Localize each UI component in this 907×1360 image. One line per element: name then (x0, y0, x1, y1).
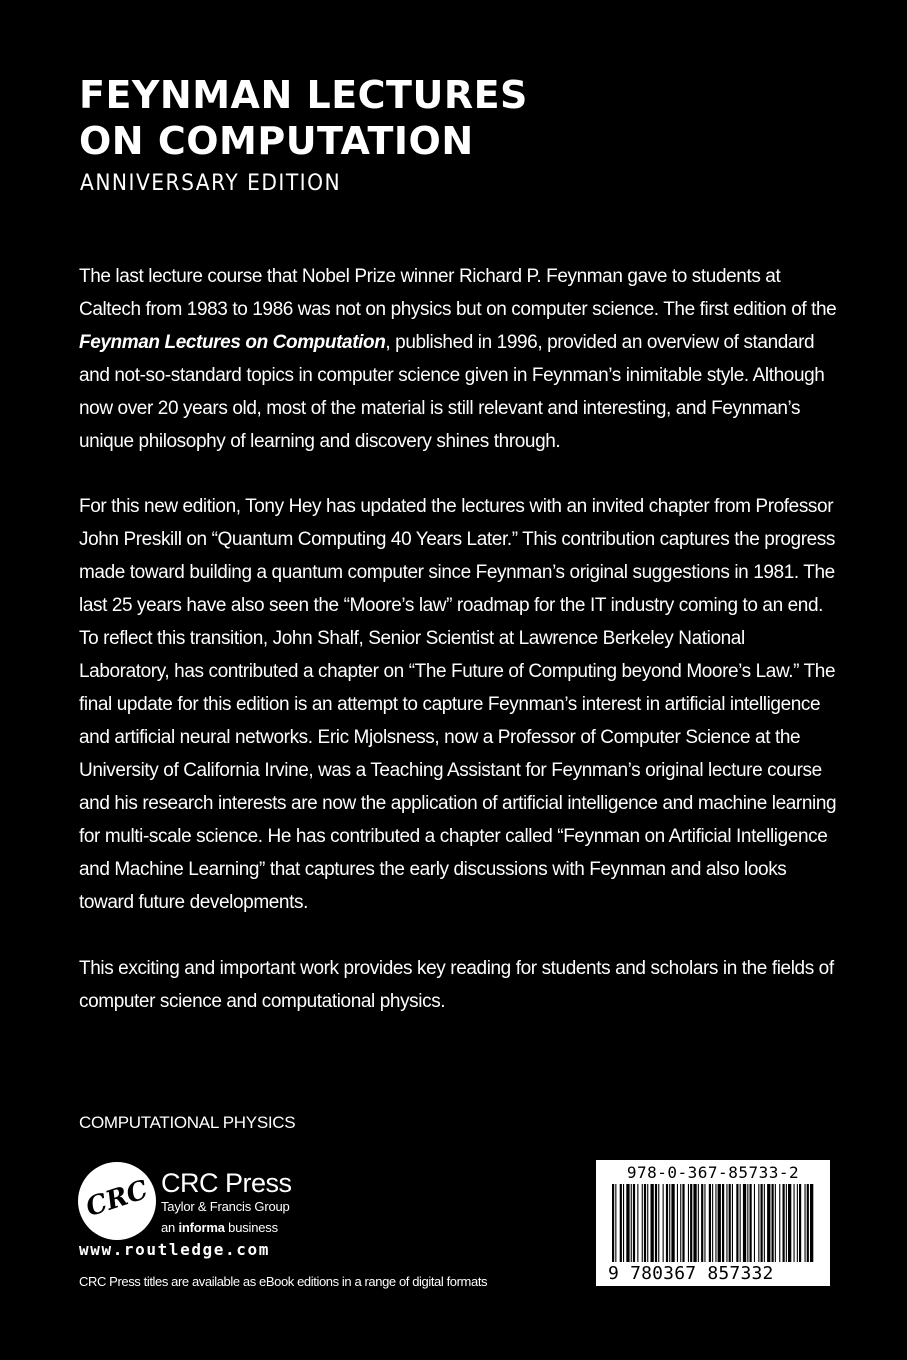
barcode-bar (701, 1184, 703, 1262)
blurb-paragraph-1 (79, 260, 839, 458)
barcode-bar (637, 1184, 638, 1262)
barcode-bar (631, 1184, 632, 1262)
book-title-italic: Feynman Lectures on Computation (79, 332, 386, 353)
blurb-p1-end: , published in 1996, provided an overview of standard and not-so-standard topics in computer science given in Feynman’s inimitable style. Although now over 20 years old, most of the material is still relevant and interesting, and Feynman’s unique philosophy of learning and discovery shines through. (79, 332, 825, 452)
barcode-bar (747, 1184, 748, 1262)
barcode-bar (722, 1184, 724, 1262)
barcode-bar (743, 1184, 746, 1262)
barcode-bar (647, 1184, 648, 1262)
subject-category: COMPUTATIONAL PHYSICS (79, 1113, 296, 1132)
informa-tagline-post: business (224, 1220, 278, 1235)
barcode-bar (750, 1184, 752, 1262)
barcode-bar (729, 1184, 731, 1262)
blurb-p1-start: The last lecture course that Nobel Prize winner Richard P. Feynman gave to students at Caltech from 1983 to 1986 was not on physics but on computer science. The first edition of the (79, 266, 837, 320)
barcode-bar (626, 1184, 629, 1262)
barcode-bar (794, 1184, 795, 1262)
barcode-bar (718, 1184, 721, 1262)
barcode-bar (758, 1184, 759, 1262)
barcode-bar (698, 1184, 699, 1262)
ebook-note: CRC Press titles are available as eBook editions in a range of digital formats (79, 1274, 488, 1289)
barcode-bar (754, 1184, 755, 1262)
barcode-bar (680, 1184, 681, 1262)
edition-subtitle: ANNIVERSARY EDITION (80, 171, 342, 196)
barcode-bar (726, 1184, 727, 1262)
crc-logo-icon (78, 1162, 156, 1240)
publisher-website: www.routledge.com (79, 1240, 270, 1259)
isbn-barcode (596, 1160, 830, 1286)
book-title (79, 72, 528, 164)
barcode-bar (783, 1184, 785, 1262)
barcode-bar (633, 1184, 635, 1262)
barcode-bar (642, 1184, 643, 1262)
barcode-bar (615, 1184, 616, 1262)
barcode-bar (732, 1184, 733, 1262)
barcode-bar (797, 1184, 798, 1262)
barcode-bars (612, 1184, 814, 1262)
barcode-bar (644, 1184, 646, 1262)
barcode-bar (772, 1184, 774, 1262)
barcode-bar (682, 1184, 684, 1262)
isbn-number: 978-0-367-85733-2 (626, 1163, 800, 1182)
barcode-bar (669, 1184, 670, 1262)
barcode-bar (767, 1184, 770, 1262)
publisher-name: CRC Press (161, 1168, 292, 1198)
barcode-bar (740, 1184, 741, 1262)
barcode-bar (736, 1184, 738, 1262)
title-line-1: FEYNMAN LECTURES (79, 73, 528, 117)
crc-logo-text: CRC (82, 1175, 152, 1223)
barcode-bar (764, 1184, 765, 1262)
barcode-bar (805, 1184, 806, 1262)
barcode-bar (807, 1184, 809, 1262)
barcode-bar (623, 1184, 624, 1262)
barcode-bar (810, 1184, 813, 1262)
publisher-group: Taylor & Francis Group (161, 1199, 290, 1214)
barcode-bar (709, 1184, 711, 1262)
barcode-bar (761, 1184, 763, 1262)
informa-tagline (161, 1220, 278, 1235)
blurb-paragraph-3: This exciting and important work provides key reading for students and scholars in the fields of computer science and computational physics. (79, 958, 834, 1012)
barcode-bar (612, 1184, 614, 1262)
barcode-bar (658, 1184, 659, 1262)
barcode-bar (690, 1184, 692, 1262)
barcode-bar (799, 1184, 801, 1262)
barcode-bar (677, 1184, 678, 1262)
barcode-bar (655, 1184, 657, 1262)
informa-tagline-pre: an (161, 1220, 179, 1235)
barcode-digits: 9 780367 857332 (608, 1263, 774, 1284)
barcode-bar (666, 1184, 668, 1262)
title-line-2: ON COMPUTATION (79, 119, 474, 163)
barcode-bar (712, 1184, 713, 1262)
barcode-bar (688, 1184, 689, 1262)
barcode-bar (693, 1184, 696, 1262)
barcode-bar (788, 1184, 791, 1262)
barcode-bar (786, 1184, 787, 1262)
barcode-bar (704, 1184, 705, 1262)
barcode-bar (775, 1184, 776, 1262)
barcode-bar (620, 1184, 622, 1262)
blurb-paragraph-2: For this new edition, Tony Hey has updated the lectures with an invited chapter from Professor John Preskill on “Quantum Computing 40 Years Later.” This contribution captures the progress made toward building a quantum computer since Feynman’s original suggestions in 1981. The last 25 years have also seen the “Moore’s law” roadmap for the IT industry coming to an end. To reflect this transition, John Shalf, Senior Scientist at Lawrence Berkeley National Laboratory, has contributed a chapter on “The Future of Computing beyond Moore’s Law.” The final update for this edition is an attempt to capture Feynman’s interest in artificial intelligence and artificial neural networks. Eric Mjolsness, now a Professor of Computer Science at the University of California Irvine, was a Teaching Assistant for Feynman’s original lecture course and his research interests are now the application of artificial intelligence and machine learning for multi-scale science. He has contributed a chapter called “Feynman on Artificial Intelligence and Machine Learning” that captures the early discussions with Feynman and also looks toward future developments. (79, 496, 837, 913)
barcode-bar (663, 1184, 664, 1262)
barcode-bar (779, 1184, 780, 1262)
barcode-bar (671, 1184, 674, 1262)
barcode-bar (651, 1184, 654, 1262)
informa-bold: informa (178, 1220, 225, 1235)
barcode-bar (715, 1184, 716, 1262)
